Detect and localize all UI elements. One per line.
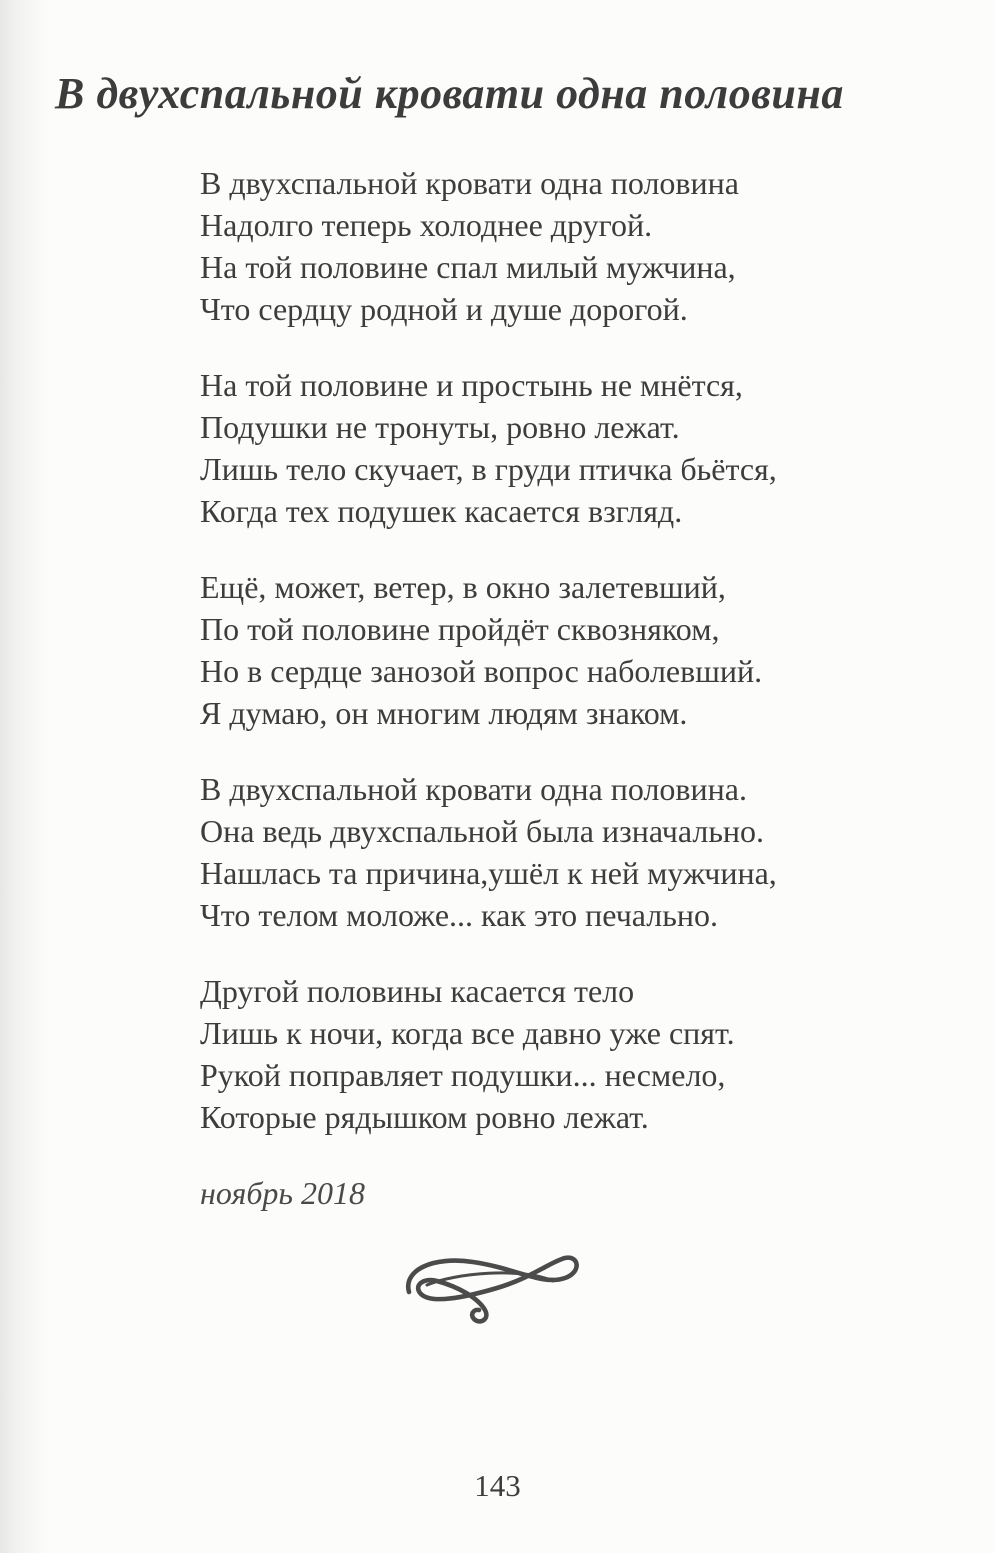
poem-line: Когда тех подушек касается взгляд. [200,493,683,529]
poem-line: Что телом моложе... как это печально. [200,897,718,933]
stanza-2 [200,364,920,532]
poem-line: Надолго теперь холоднее другой. [200,207,653,243]
poem-line: Лишь тело скучает, в груди птичка бьётся, [200,451,777,487]
stanza-1 [200,162,920,330]
poem-line: В двухспальной кровати одна половина [200,165,739,201]
stanza-5 [200,970,920,1138]
poem-line: По той половине пройдёт сквозняком, [200,611,720,647]
stanza-3 [200,566,920,734]
page-number: 143 [474,1468,521,1503]
poem-line: Ещё, может, ветер, в окно залетевший, [200,569,726,605]
poem-line: На той половине и простынь не мнётся, [200,367,743,403]
poem-line: Что сердцу родной и душе дорогой. [200,291,688,327]
poem-line: Лишь к ночи, когда все давно уже спят. [200,1015,735,1051]
poem-title: В двухспальной кровати одна половина [55,69,844,118]
poem-line: Нашлась та причина,ушёл к ней мужчина, [200,855,777,891]
poem-line: На той половине спал милый мужчина, [200,249,736,285]
poem-date: ноябрь 2018 [200,1175,365,1211]
poem-line: В двухспальной кровати одна половина. [200,771,747,807]
poem-line: Я думаю, он многим людям знаком. [200,695,688,731]
poem-line: Рукой поправляет подушки... несмело, [200,1057,726,1093]
poem-line: Другой половины касается тело [200,973,635,1009]
poem-line: Но в сердце занозой вопрос наболевший. [200,653,763,689]
stanza-4 [200,768,920,936]
flourish-ornament-icon [398,1248,600,1326]
poem-line: Подушки не тронуты, ровно лежат. [200,409,680,445]
poem-body [200,162,920,1214]
page-binding-shadow [0,0,48,1553]
poem-line: Которые рядышком ровно лежат. [200,1099,649,1135]
poem-line: Она ведь двухспальной была изначально. [200,813,765,849]
